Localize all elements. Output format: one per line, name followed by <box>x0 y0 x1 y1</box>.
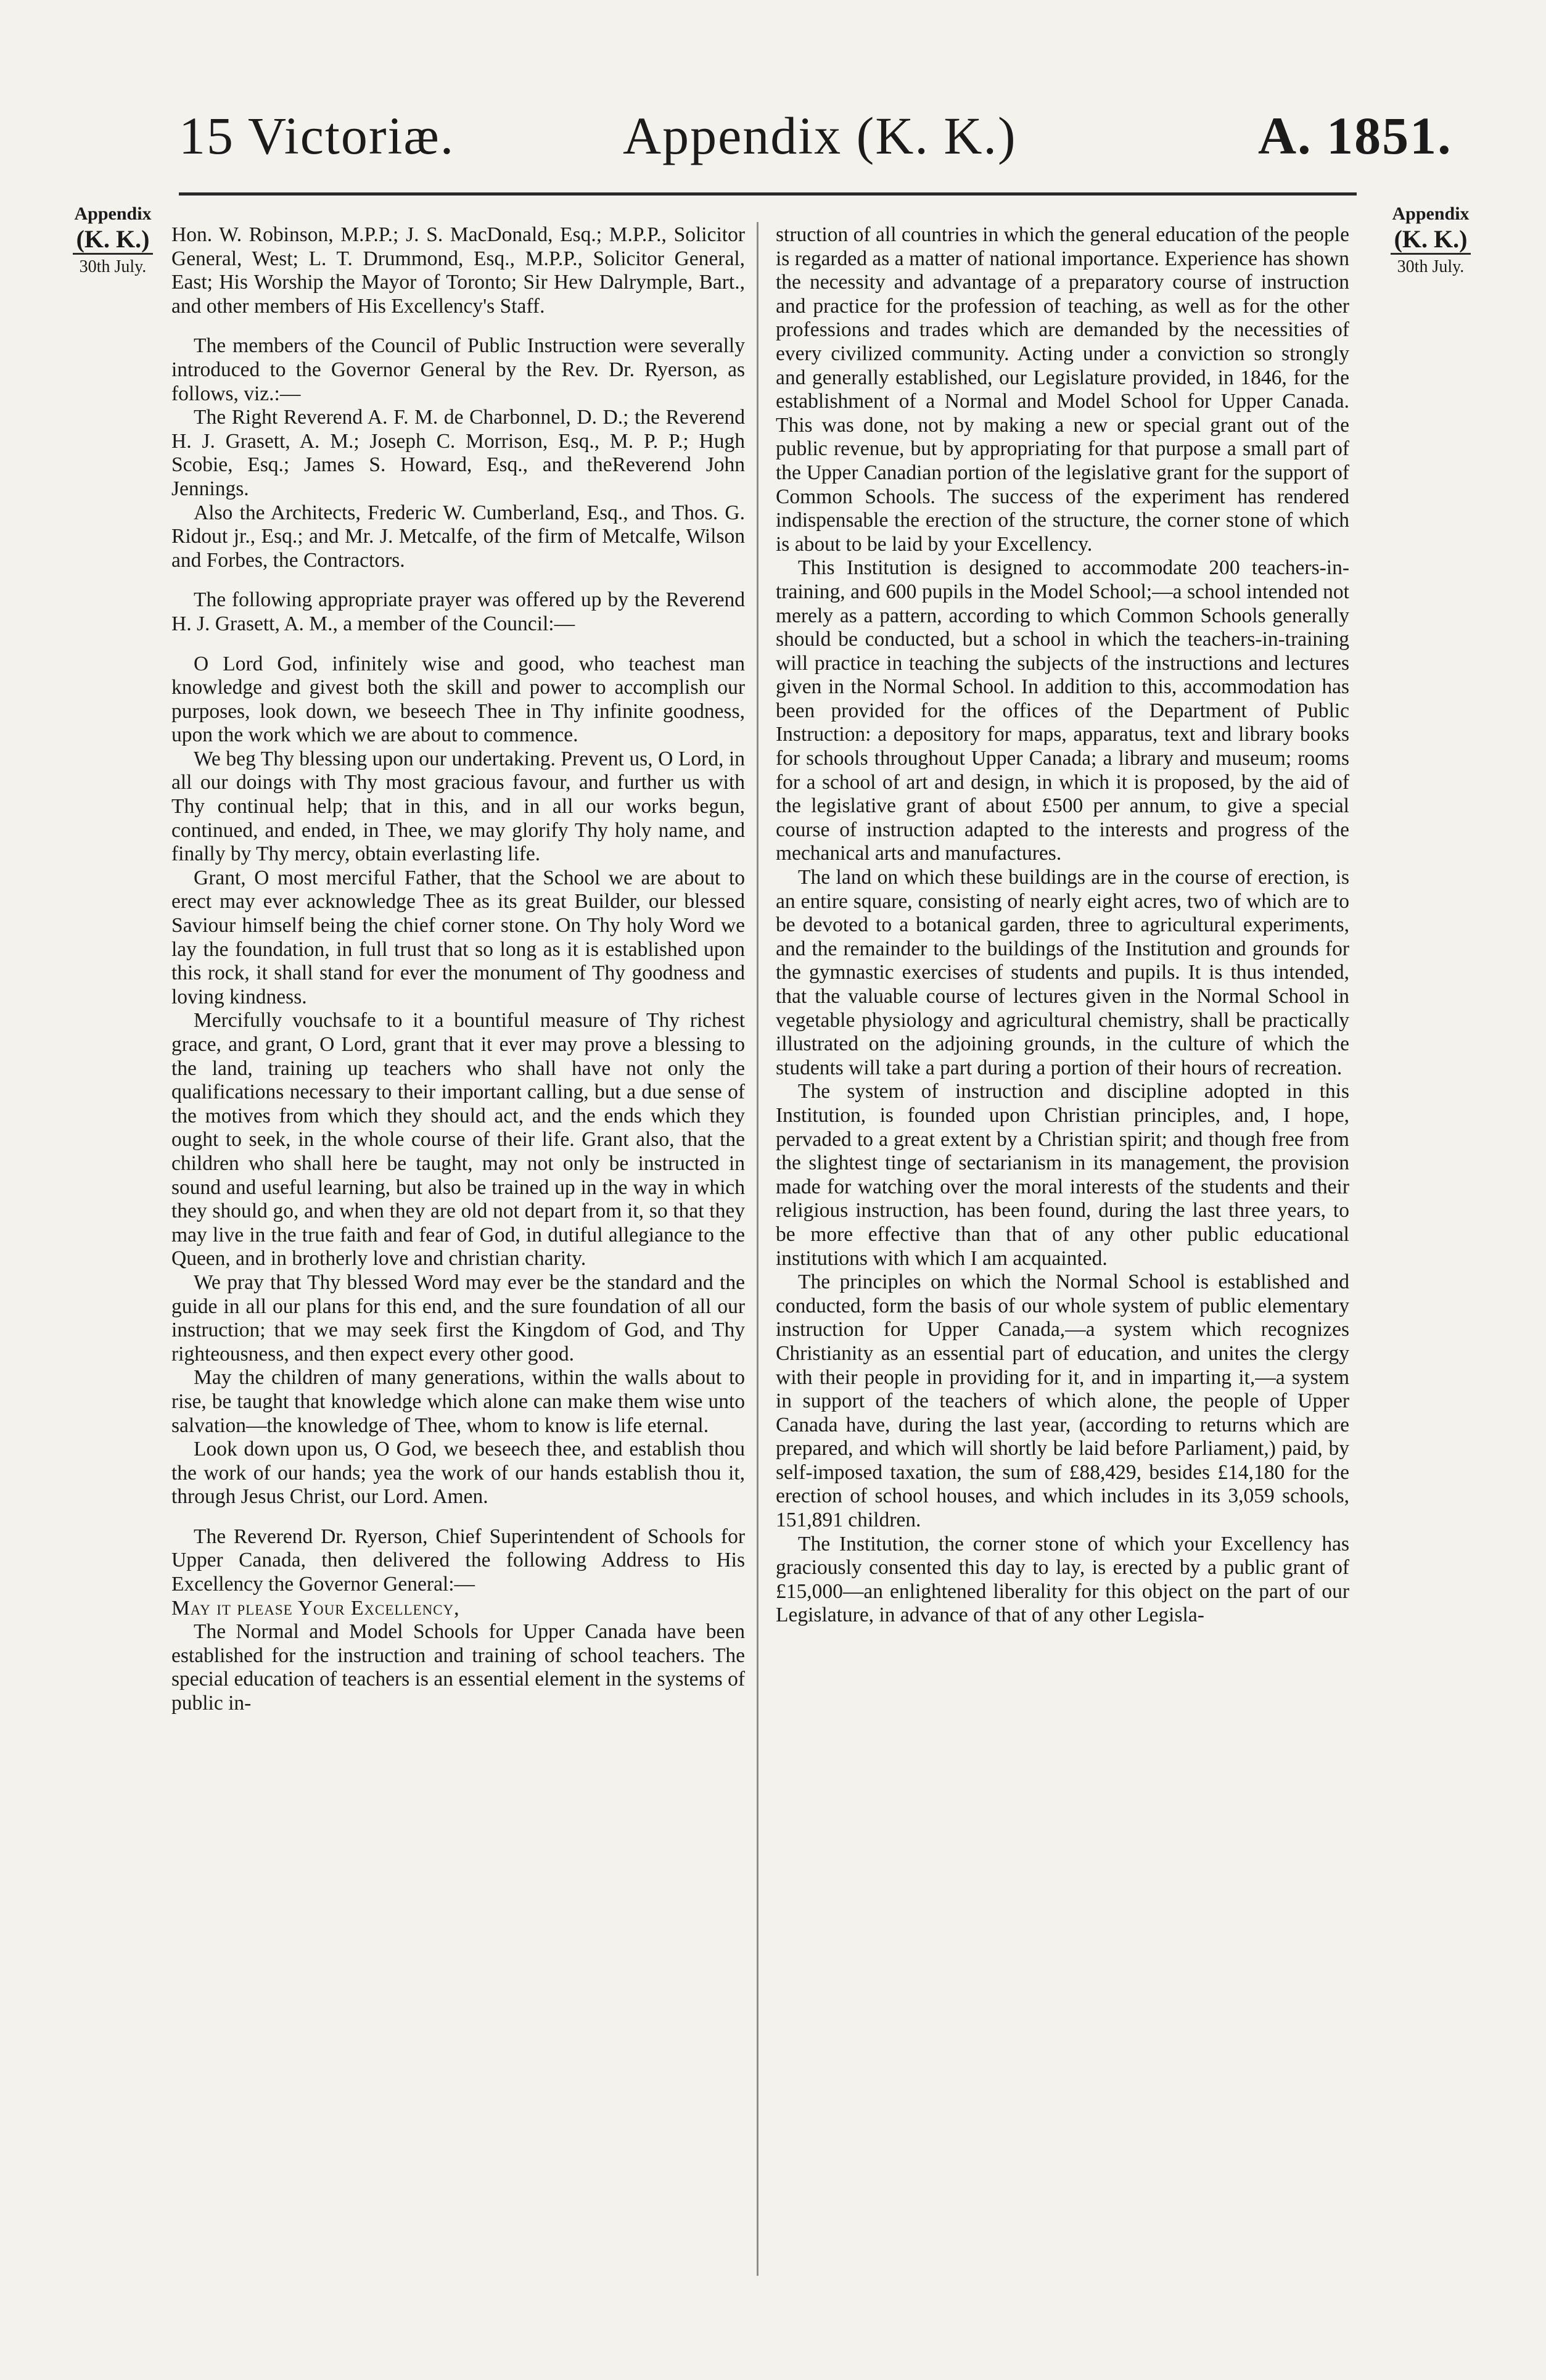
page-header <box>0 105 1546 185</box>
prayer-paragraph: Look down upon us, O God, we beseech thee, and establish thou the work of our hands; yea the work of our hands establish thou it, through Jesus Christ, our Lord. Amen. <box>171 1438 745 1509</box>
prayer-paragraph: Grant, O most merciful Father, that the School we are about to erect may ever acknowledge Thee as its great Builder, our blessed Saviour himself being the chief corner stone. On Thy holy Word we lay the foundation, in full trust that so long as it is established upon this rock, it shall stand for ever the monument of Thy goodness and loving kindness. <box>171 866 745 1008</box>
address-paragraph: The Normal and Model Schools for Upper Canada have been established for the instruction and training of school teachers. The special education of teachers is an essential element in the systems of public in- <box>171 1620 745 1715</box>
right-margin-note <box>1363 204 1499 277</box>
paragraph: The Reverend Dr. Ryerson, Chief Superintendent of Schools for Upper Canada, then delivered the following Address to His Excellency the Governor General:— <box>171 1525 745 1596</box>
margin-appendix-label: Appendix <box>74 204 152 224</box>
address-paragraph: This Institution is designed to accommodate 200 teachers-in-training, and 600 pupils in the Model School;—a school intended not merely as a pattern, according to which Common Schools generally should be conducted, but a school in which the teachers-in-training will practice in teaching the subjects of the instructions and lectures given in the Normal School. In addition to this, accommodation has been provided for the offices of the Department of Public Instruction: a depository for maps, apparatus, text and library books for schools throughout Upper Canada; a library and museum; rooms for a school of art and design, in which it is proposed, by the aid of the legislative grant of about £500 per annum, to give a special course of instruction adapted to the interests and progress of the mechanical arts and manufactures. <box>776 556 1349 865</box>
paragraph: Also the Architects, Frederic W. Cumberland, Esq., and Thos. G. Ridout jr., Esq.; and Mr. J. Metcalfe, of the firm of Metcalfe, Wilson and Forbes, the Contractors. <box>171 501 745 572</box>
header-regnal-year: 15 Victoriæ. <box>179 106 455 165</box>
right-text-column <box>776 223 1349 1628</box>
prayer-paragraph: We beg Thy blessing upon our undertaking. Prevent us, O Lord, in all our doings with Thy most gracious favour, and further us with Thy continual help; that in this, and in all our works begun, continued, and ended, in Thee, we may glorify Thy holy name, and finally by Thy mercy, obtain everlasting life. <box>171 747 745 866</box>
paragraph: The members of the Council of Public Instruction were severally introduced to the Governor General by the Rev. Dr. Ryerson, as follows, viz.:— <box>171 334 745 405</box>
address-paragraph: struction of all countries in which the general education of the people is regarded as a matter of national importance. Experience has shown the necessity and advantage of a preparatory course of instruction and practice for the profession of teaching, as well as for the other professions and trades which are demanded by the necessities of every civilized community. Acting under a conviction so strongly and generally established, our Legislature provided, in 1846, for the establishment of a Normal and Model School for Upper Canada. This was done, not by making a new or special grant out of the public revenue, but by appropriating for that purpose a small part of the Upper Canadian portion of the legislative grant for the support of Common Schools. The success of the experiment has rendered indispensable the erection of the structure, the corner stone of which is about to be laid by your Excellency. <box>776 223 1349 556</box>
paragraph: The Right Reverend A. F. M. de Charbonnel, D. D.; the Reverend H. J. Grasett, A. M.; Joseph C. Morrison, Esq., M. P. P.; Hugh Scobie, Esq.; James S. Howard, Esq., and theReverend John Jennings. <box>171 406 745 500</box>
paragraph: Hon. W. Robinson, M.P.P.; J. S. MacDonald, Esq.; M.P.P., Solicitor General, West; L. T. Drummond, Esq., M.P.P., Solicitor General, East; His Worship the Mayor of Toronto; Sir Hew Dalrymple, Bart., and other members of His Excellency's Staff. <box>171 223 745 318</box>
margin-kk-label: (K. K.) <box>1391 225 1471 255</box>
prayer-paragraph: O Lord God, infinitely wise and good, who teachest man knowledge and givest both the skill and power to accomplish our purposes, look down, we beseech Thee in Thy infinite goodness, upon the work which we are about to commence. <box>171 652 745 747</box>
column-divider <box>757 222 759 2276</box>
prayer-paragraph: We pray that Thy blessed Word may ever be the standard and the guide in all our plans for this end, and the sure foundation of all our instruction; that we may seek first the Kingdom of God, and Thy righteousness, and then expect every other good. <box>171 1270 745 1365</box>
address-paragraph: The Institution, the corner stone of which your Excellency has graciously consented this day to lay, is erected by a public grant of £15,000—an enlightened liberality for this object on the part of our Legislature, in advance of that of any other Legisla- <box>776 1532 1349 1627</box>
margin-date: 30th July. <box>79 257 147 276</box>
header-appendix: Appendix (K. K.) <box>623 106 1017 165</box>
margin-kk-label: (K. K.) <box>73 225 154 255</box>
margin-date: 30th July. <box>1397 257 1465 276</box>
left-margin-note <box>48 204 178 277</box>
prayer-paragraph: Mercifully vouchsafe to it a bountiful measure of Thy richest grace, and grant, O Lord, grant that it ever may prove a blessing to the land, training up teachers who shall have not only the qualifications necessary to their important calling, but a due sense of the motives from which they should act, and the ends which they ought to seek, in the whole course of their life. Grant also, that the children who shall here be taught, may not only be instructed in sound and useful learning, but also be trained up in the way in which they should go, and when they are old not depart from it, so that they may live in the true faith and fear of God, in dutiful allegiance to the Queen, and in brotherly love and christian charity. <box>171 1009 745 1270</box>
left-text-column <box>171 223 745 1716</box>
salutation: May it please Your Excellency, <box>171 1596 460 1620</box>
prayer-paragraph: May the children of many generations, within the walls about to rise, be taught that knowledge which alone can make them wise unto salvation—the knowledge of Thee, whom to know is life eternal. <box>171 1366 745 1437</box>
address-paragraph: The system of instruction and discipline adopted in this Institution, is founded upon Christian principles, and, I hope, pervaded to a great extent by a Christian spirit; and though free from the slightest tinge of sectarianism in its management, the provision made for watching over the moral interests of the students and their religious instruction, has been found, during the last three years, to be more effective than that of any other public educational institutions with which I am acquainted. <box>776 1080 1349 1270</box>
paragraph: The following appropriate prayer was offered up by the Reverend H. J. Grasett, A. M., a member of the Council:— <box>171 588 745 635</box>
header-year: A. 1851. <box>1258 106 1452 165</box>
address-paragraph: The principles on which the Normal School is established and conducted, form the basis of our whole system of public elementary instruction for Upper Canada,—a system which recognizes Christianity as an essential part of education, and unites the clergy with their people in providing for it, and in imparting it,—a system in support of the teachers of which alone, the people of Upper Canada have, during the last year, (according to returns which are prepared, and which will shortly be laid before Parliament,) paid, by self-imposed taxation, the sum of £88,429, besides £14,180 for the erection of school houses, and which includes in its 3,059 schools, 151,891 children. <box>776 1270 1349 1532</box>
margin-appendix-label: Appendix <box>1392 204 1470 224</box>
address-paragraph: The land on which these buildings are in the course of erection, is an entire square, consisting of nearly eight acres, two of which are to be devoted to a botanical garden, three to agricultural experiments, and the remainder to the buildings of the Institution and grounds for the gymnastic exercises of students and pupils. It is thus intended, that the valuable course of lectures given in the Normal School in vegetable physiology and agricultural chemistry, shall be practically illustrated on the adjoining grounds, in the culture of which the students will take a part during a portion of their hours of recreation. <box>776 866 1349 1079</box>
header-rule <box>179 192 1357 196</box>
